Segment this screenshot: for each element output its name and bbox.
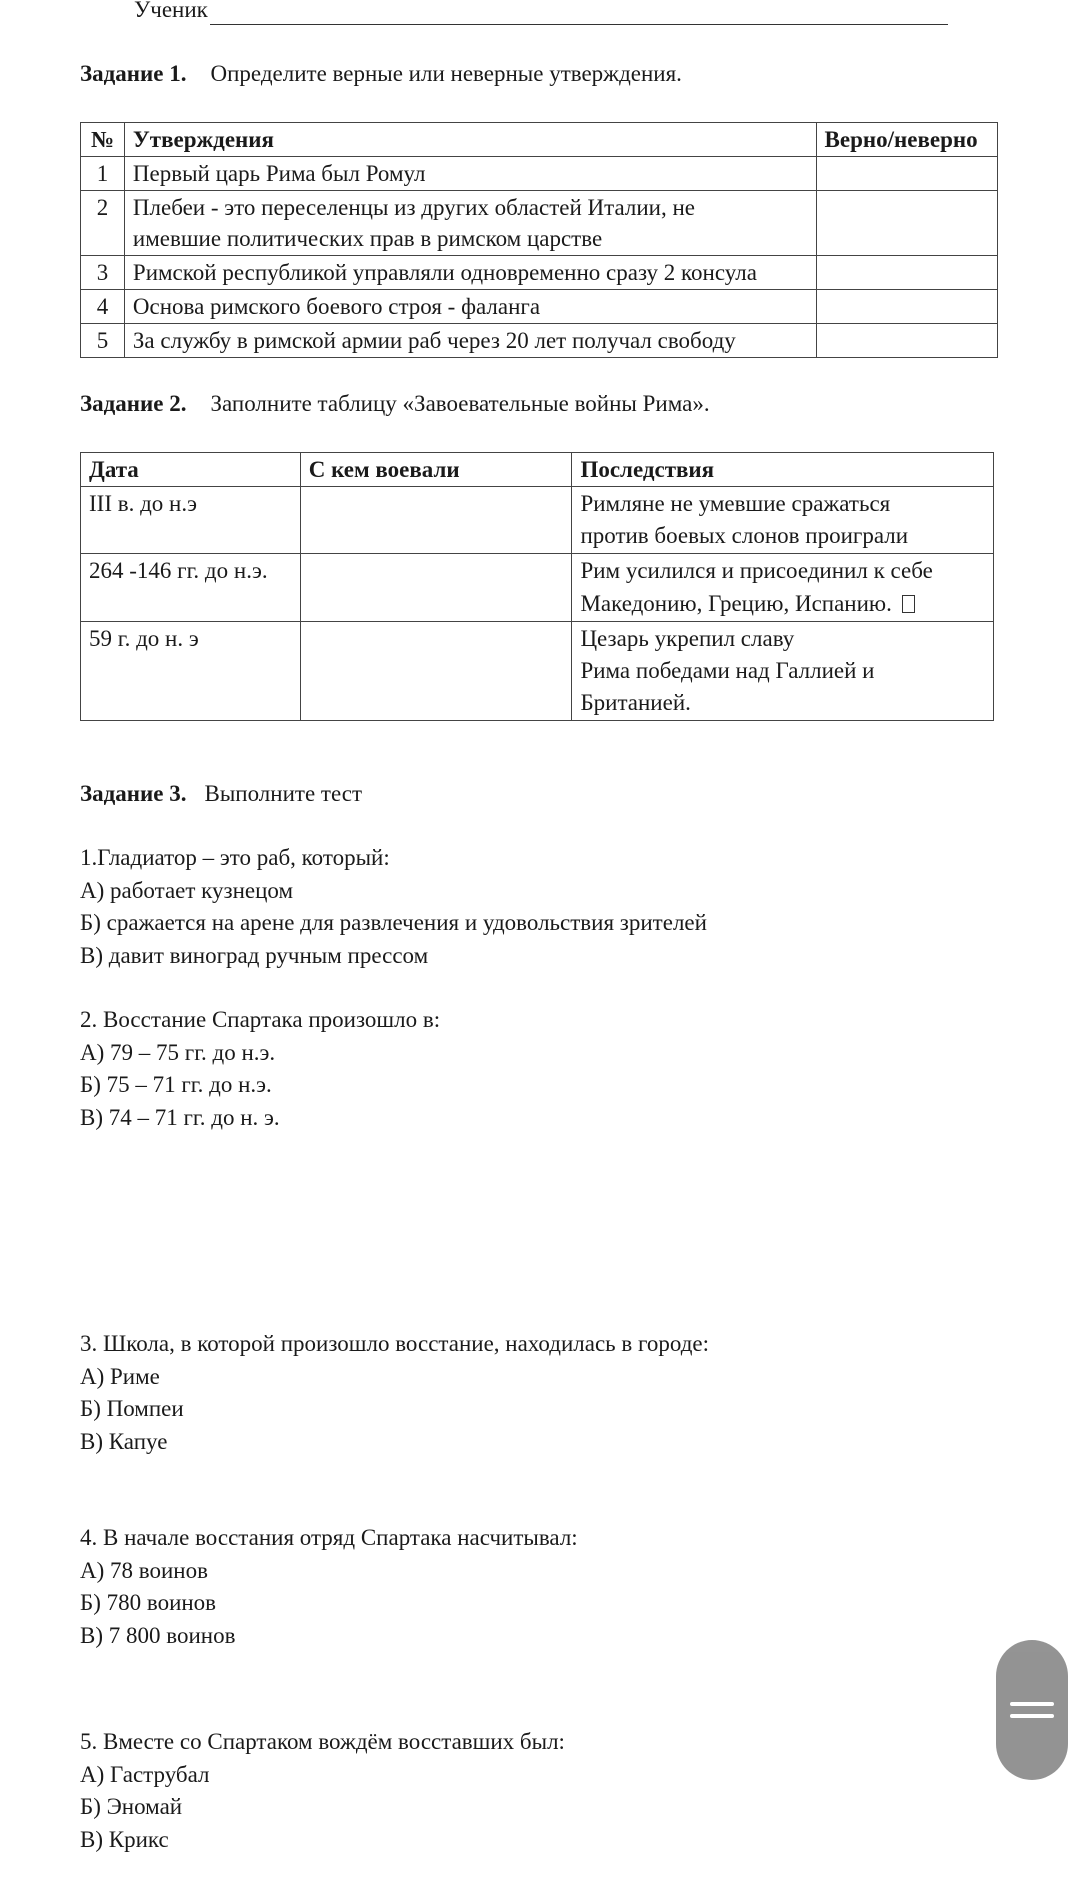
- answer-option[interactable]: Б) сражается на арене для развлечения и удовольствия зрителей: [80, 910, 707, 935]
- statement-cell: [124, 290, 816, 324]
- consequence-cell: [572, 487, 994, 554]
- consequence-text: Цезарь укрепил славу: [580, 625, 795, 651]
- header-date: Дата: [81, 453, 301, 487]
- consequence-line: Македонию, Грецию, Испанию.: [580, 590, 898, 616]
- student-name-field: [134, 0, 948, 25]
- table-header-row: [81, 123, 998, 157]
- question-3: [80, 1328, 709, 1458]
- consequence-cell: [572, 621, 994, 721]
- statement-text: Первый царь Рима был Ромул: [132, 161, 426, 187]
- header-consequences: Последствия: [572, 453, 994, 487]
- task3-text: Выполните тест: [204, 781, 362, 806]
- row-number: 1: [81, 157, 125, 191]
- table-row: [81, 324, 998, 358]
- student-label: Ученик: [134, 0, 208, 22]
- statement-text: За службу в римской армии раб через 20 лет получал свободу: [132, 328, 736, 354]
- task2-table: [80, 452, 994, 721]
- missing-glyph-icon: [902, 595, 915, 613]
- row-number: 4: [81, 290, 125, 324]
- answer-option[interactable]: А) Риме: [80, 1363, 160, 1389]
- answer-option[interactable]: В) 74 – 71 гг. до н. э.: [80, 1104, 280, 1130]
- answer-cell[interactable]: [816, 191, 997, 256]
- table-row: [81, 191, 998, 256]
- answer-cell[interactable]: [816, 256, 997, 290]
- statement-cell: [124, 324, 816, 358]
- task3-heading: [80, 778, 362, 809]
- row-number: 2: [81, 191, 125, 256]
- row-number: 3: [81, 256, 125, 290]
- consequence-text: Римляне не умевшие сражаться: [580, 491, 891, 517]
- statement-text: Плебеи - это переселенцы из других областей Италии, не: [132, 195, 695, 221]
- table-row: [81, 256, 998, 290]
- task1-heading: [80, 58, 682, 89]
- question-text: 4. В начале восстания отряд Спартака насчитывал:: [80, 1525, 578, 1550]
- answer-option[interactable]: В) Крикс: [80, 1826, 169, 1852]
- consequence-text: против боевых слонов проиграли: [580, 523, 909, 549]
- consequence-text: [580, 555, 985, 587]
- task1-text: Определите верные или неверные утверждения.: [210, 61, 682, 86]
- question-text: 2. Восстание Спартака произошло в:: [80, 1007, 441, 1032]
- table-row: [81, 621, 994, 721]
- header-enemy: С кем воевали: [300, 453, 572, 487]
- answer-option[interactable]: А) работает кузнецом: [80, 877, 294, 903]
- answer-option[interactable]: А) Гаструбал: [80, 1761, 210, 1787]
- date-cell: 59 г. до н. э: [81, 621, 301, 721]
- answer-option[interactable]: В) давит виноград ручным прессом: [80, 942, 429, 968]
- statement-text: имевшие политических прав в римском царстве: [132, 226, 603, 252]
- answer-cell[interactable]: [816, 157, 997, 191]
- answer-option[interactable]: А) 78 воинов: [80, 1557, 208, 1583]
- answer-cell[interactable]: [816, 290, 997, 324]
- task2-text: Заполните таблицу «Завоевательные войны Рима».: [210, 391, 710, 416]
- statement-text: Основа римского боевого строя - фаланга: [132, 294, 541, 320]
- statement-cell: [124, 191, 816, 256]
- task1-table: [80, 122, 998, 358]
- question-2: [80, 1004, 440, 1134]
- question-text: 1.Гладиатор – это раб, который:: [80, 845, 390, 870]
- answer-option[interactable]: Б) 780 воинов: [80, 1590, 217, 1615]
- task2-heading: [80, 388, 710, 419]
- task3-label: Задание 3.: [80, 781, 187, 806]
- consequence-line: Рим усилился и присоединил к себе: [580, 558, 933, 584]
- question-4: [80, 1522, 578, 1652]
- table-row: [81, 554, 994, 621]
- task1-label: Задание 1.: [80, 61, 187, 86]
- statement-cell: [124, 256, 816, 290]
- statement-text: Римской республикой управляли одновременно сразу 2 консула: [132, 260, 757, 286]
- consequence-cell: [572, 554, 994, 621]
- consequence-text: Рима победами над Галлией и: [580, 657, 875, 683]
- question-1: [80, 842, 707, 972]
- answer-option[interactable]: А) 79 – 75 гг. до н.э.: [80, 1039, 276, 1065]
- header-true-false: Верно/неверно: [816, 123, 997, 157]
- answer-option[interactable]: Б) 75 – 71 гг. до н.э.: [80, 1072, 272, 1097]
- enemy-cell[interactable]: [300, 487, 572, 554]
- statement-cell: [124, 157, 816, 191]
- task2-label: Задание 2.: [80, 391, 187, 416]
- consequence-text: Британией.: [580, 690, 691, 716]
- date-cell: III в. до н.э: [81, 487, 301, 554]
- table-header-row: [81, 453, 994, 487]
- student-name-line[interactable]: [210, 2, 948, 25]
- table-row: [81, 487, 994, 554]
- enemy-cell[interactable]: [300, 621, 572, 721]
- enemy-cell[interactable]: [300, 554, 572, 621]
- question-text: 3. Школа, в которой произошло восстание, находилась в городе:: [80, 1331, 710, 1356]
- header-statements: Утверждения: [124, 123, 816, 157]
- consequence-text: [580, 588, 985, 620]
- question-text: 5. Вместе со Спартаком вождём восставших был:: [80, 1729, 565, 1754]
- table-row: [81, 290, 998, 324]
- floating-menu-button[interactable]: [996, 1640, 1068, 1780]
- answer-cell[interactable]: [816, 324, 997, 358]
- answer-option[interactable]: Б) Эномай: [80, 1794, 183, 1819]
- answer-option[interactable]: В) Капуе: [80, 1428, 168, 1454]
- row-number: 5: [81, 324, 125, 358]
- answer-option[interactable]: В) 7 800 воинов: [80, 1622, 236, 1648]
- answer-option[interactable]: Б) Помпеи: [80, 1396, 184, 1421]
- table-row: [81, 157, 998, 191]
- header-number: №: [81, 123, 125, 157]
- question-5: [80, 1726, 565, 1856]
- date-cell: 264 -146 гг. до н.э.: [81, 554, 301, 621]
